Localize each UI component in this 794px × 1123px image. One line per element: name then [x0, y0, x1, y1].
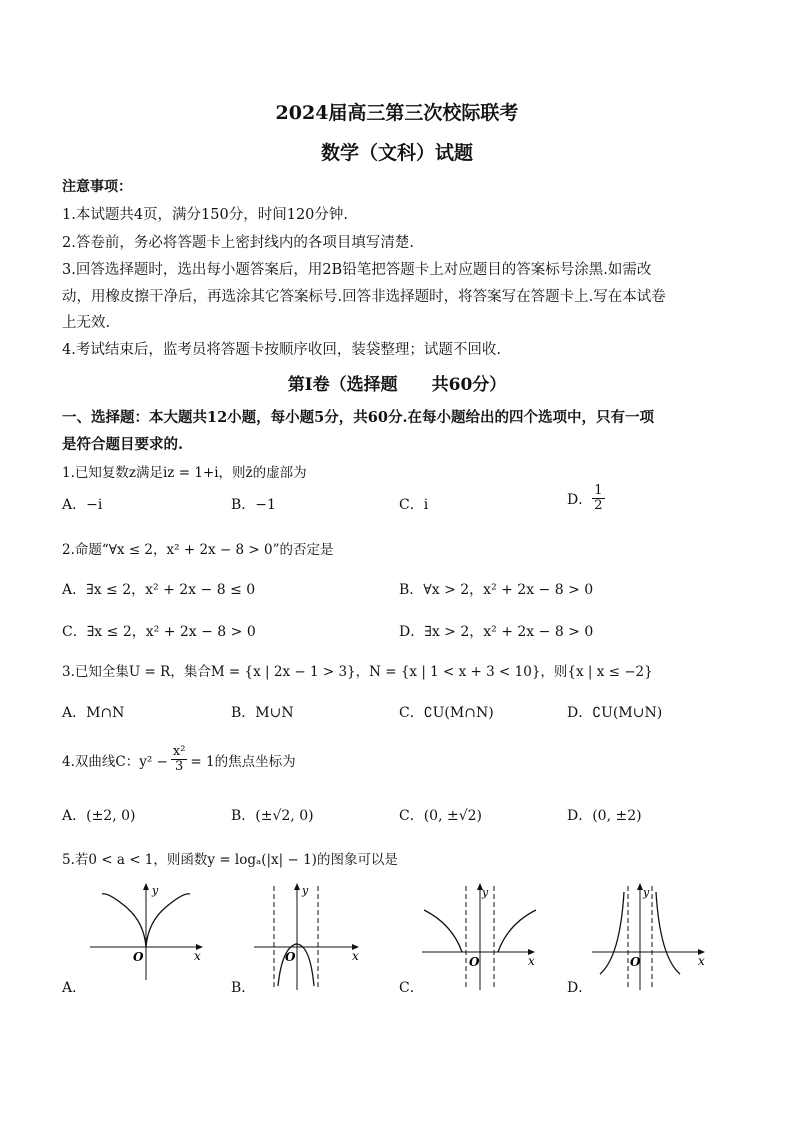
notice-item-2: 2.答卷前，务必将答题卡上密封线内的各项目填写清楚.	[62, 235, 414, 251]
notice-heading: 注意事项：	[62, 179, 132, 195]
q3-stem: 3.已知全集U = R，集合M = {x | 2x − 1 > 3}，N = {x | 1 < x + 3 < 10}，则{x | x ≤ −2}	[62, 664, 653, 680]
q4-stem-suffix: = 1的焦点坐标为	[190, 753, 296, 770]
origin-label: O	[285, 950, 296, 964]
q5-graph-b	[252, 882, 367, 992]
y-axis-arrow	[294, 883, 300, 890]
y-axis-label: y	[482, 886, 489, 899]
q1-option-d	[567, 484, 605, 514]
q4-fraction-denominator: 3	[174, 759, 184, 775]
q4-option-d: D．(0, ±2)	[567, 808, 642, 824]
q4-option-a: A．(±2, 0)	[62, 808, 136, 824]
origin-label: O	[469, 955, 480, 969]
q1-option-b: B．−1	[231, 497, 276, 513]
part-1-title: 第Ⅰ卷（选择题 共60分）	[287, 375, 507, 395]
q1-fraction-numerator: 1	[594, 483, 603, 498]
curve-right	[656, 892, 680, 974]
notice-item-3-line-3: 上无效.	[62, 315, 111, 331]
q4-fraction-numerator: x²	[172, 744, 186, 759]
y-axis-label: y	[152, 884, 159, 897]
x-axis-label: x	[698, 954, 705, 968]
q1-option-d-label: D．	[567, 491, 593, 508]
curve-left	[600, 892, 624, 974]
q4-stem-fraction	[171, 745, 188, 775]
q4-option-b: B．(±√2, 0)	[231, 808, 314, 824]
x-axis-label: x	[194, 949, 201, 963]
curve-right	[146, 894, 190, 947]
section-intro-line-2: 是符合题目要求的.	[62, 436, 184, 453]
curve-right	[498, 910, 536, 952]
x-axis-label: x	[352, 949, 359, 963]
exam-title: 2024届高三第三次校际联考	[275, 102, 519, 124]
q5-graph-b-label: B．	[231, 980, 256, 996]
y-axis-arrow	[143, 883, 149, 890]
y-axis-label: y	[643, 886, 650, 899]
q5-graph-a	[88, 882, 208, 982]
q1-stem: 1.已知复数z满足iz = 1+i，则z̄的虚部为	[62, 465, 307, 481]
q3-option-c: C．∁U(M∩N)	[399, 705, 494, 721]
curve-left	[424, 910, 462, 952]
q2-option-d: D．∃x > 2，x² + 2x − 8 > 0	[399, 624, 594, 640]
q5-graph-c-label: C．	[399, 980, 424, 996]
origin-label: O	[133, 950, 144, 964]
notice-item-4: 4.考试结束后，监考员将答题卡按顺序收回，装袋整理；试题不回收.	[62, 342, 501, 358]
y-axis-label: y	[302, 884, 309, 897]
curve-left	[102, 894, 146, 947]
q3-option-a: A．M∩N	[62, 705, 125, 721]
q5-graph-d-label: D．	[567, 980, 593, 996]
notice-item-1: 1.本试题共4页，满分150分，时间120分钟.	[62, 207, 349, 223]
q2-option-b: B．∀x > 2，x² + 2x − 8 > 0	[399, 582, 594, 598]
q4-option-c: C．(0, ±√2)	[399, 808, 483, 824]
q1-option-c: C．i	[399, 497, 429, 513]
q4-stem-prefix: 4.双曲线C：y² −	[62, 753, 168, 770]
notice-item-3-line-1: 3.回答选择题时，选出每小题答案后，用2B铅笔把答题卡上对应题目的答案标号涂黑.如需改	[62, 262, 652, 278]
q2-stem: 2.命题“∀x ≤ 2，x² + 2x − 8 > 0”的否定是	[62, 542, 334, 558]
exam-subtitle: 数学（文科）试题	[320, 142, 473, 164]
q5-graph-c	[420, 882, 545, 992]
origin-label: O	[630, 955, 641, 969]
q1-fraction-denominator: 2	[594, 498, 603, 514]
q1-option-d-fraction	[592, 484, 604, 514]
q5-graph-d	[590, 882, 715, 992]
notice-item-3-line-2: 动，用橡皮擦干净后，再选涂其它答案标号.回答非选择题时，将答案写在答题卡上.写在本试卷	[62, 289, 666, 305]
q3-option-d: D．∁U(M∪N)	[567, 705, 663, 721]
curve	[278, 944, 314, 986]
section-intro-line-1: 一、选择题：本大题共12小题，每小题5分，共60分.在每小题给出的四个选项中，只有一项	[62, 409, 654, 426]
q5-graph-a-label: A．	[62, 980, 87, 996]
q1-option-a: A．−i	[62, 497, 103, 513]
q2-option-a: A．∃x ≤ 2，x² + 2x − 8 ≤ 0	[62, 582, 256, 598]
x-axis-label: x	[528, 954, 535, 968]
q5-stem: 5.若0 < a < 1，则函数y = logₐ(|x| − 1)的图象可以是	[62, 852, 398, 868]
q4-stem	[62, 745, 296, 775]
q2-option-c: C．∃x ≤ 2，x² + 2x − 8 > 0	[62, 624, 256, 640]
q3-option-b: B．M∪N	[231, 705, 294, 721]
